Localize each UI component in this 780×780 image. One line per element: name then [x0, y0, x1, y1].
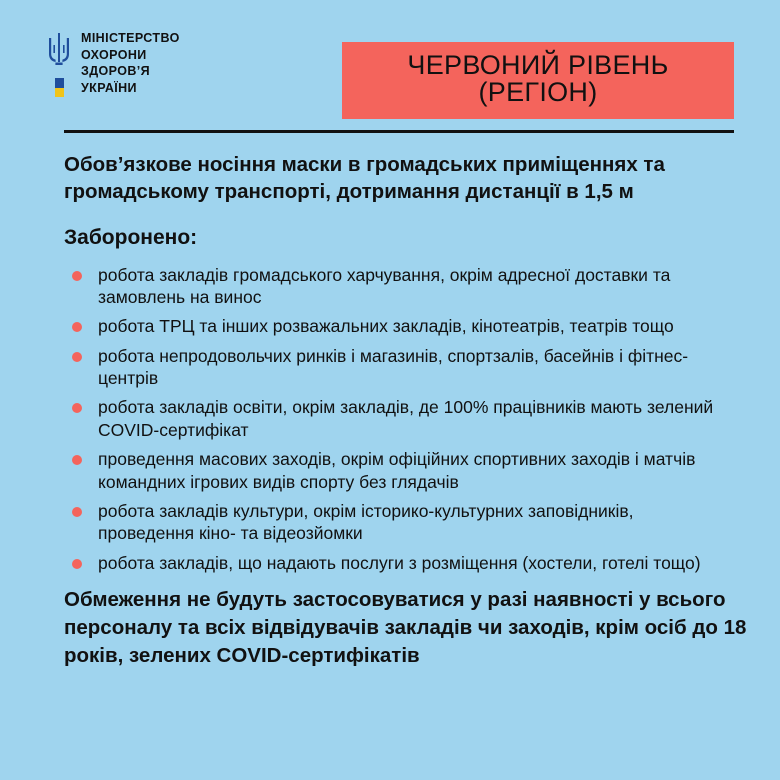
- bullet-dot-icon: [72, 352, 82, 362]
- list-item: [72, 264, 734, 309]
- bullet-dot-icon: [72, 322, 82, 332]
- list-item: [72, 345, 734, 390]
- list-item-label: робота ТРЦ та інших розважальних закладів, кінотеатрів, театрів тощо: [98, 316, 674, 337]
- bullet-dot-icon: [72, 559, 82, 569]
- list-item-label: робота закладів культури, окрім історико-культурних заповідників, проведення кіно- та відеозйомки: [98, 501, 634, 544]
- logo-line-4: УКРАЇНИ: [81, 80, 137, 95]
- list-item: [72, 552, 734, 574]
- ukraine-trident-emblem-icon: [46, 32, 72, 88]
- logo-line-1: МІНІСТЕРСТВО: [81, 31, 180, 45]
- section-title-forbidden: Заборонено:: [64, 225, 198, 249]
- list-item-label: робота закладів освіти, окрім закладів, де 100% працівників мають зелений COVID-сертифікат: [98, 397, 714, 440]
- list-item-label: робота закладів, що надають послуги з розміщення (хостели, готелі тощо): [98, 552, 701, 573]
- ministry-logo: [46, 28, 276, 97]
- logo-line-3: ЗДОРОВ’Я: [81, 64, 151, 79]
- intro-text: Обов’язкове носіння маски в громадських приміщеннях та громадському транспорті, дотримання дистанції в 1,5 м: [64, 153, 665, 204]
- divider: [64, 130, 734, 133]
- list-item: [72, 448, 734, 493]
- bullet-dot-icon: [72, 507, 82, 517]
- list-item-label: робота непродовольчих ринків і магазинів, спортзалів, басейнів і фітнес-центрів: [98, 345, 689, 389]
- list-item-label: робота закладів громадського харчування, окрім адресної доставки та замовлень на винос: [98, 264, 671, 307]
- bullet-dot-icon: [72, 403, 82, 413]
- restrictions-list: [46, 264, 734, 575]
- header: [46, 0, 734, 107]
- list-item: [72, 396, 734, 441]
- logo-line-2: ОХОРОНИ: [81, 47, 147, 62]
- logo-bar-blue: [55, 78, 64, 88]
- list-item: [72, 315, 734, 337]
- bullet-dot-icon: [72, 271, 82, 281]
- logo-bar-yellow: [55, 88, 64, 97]
- ministry-logo-text: [81, 28, 180, 97]
- list-item: [72, 500, 734, 545]
- status-badge: ЧЕРВОНИЙ РІВЕНЬ (РЕГІОН): [342, 42, 734, 119]
- list-item-label: проведення масових заходів, окрім офіційних спортивних заходів і матчів командних ігрових видів спорту без глядачів: [98, 449, 696, 492]
- footer-note: Обмеження не будуть застосовуватися у разі наявності у всього персоналу та всіх відвідувачів закладів чи заходів, крім осіб до 18 років, зелених COVID-сертифікатів: [64, 588, 747, 667]
- bullet-dot-icon: [72, 455, 82, 465]
